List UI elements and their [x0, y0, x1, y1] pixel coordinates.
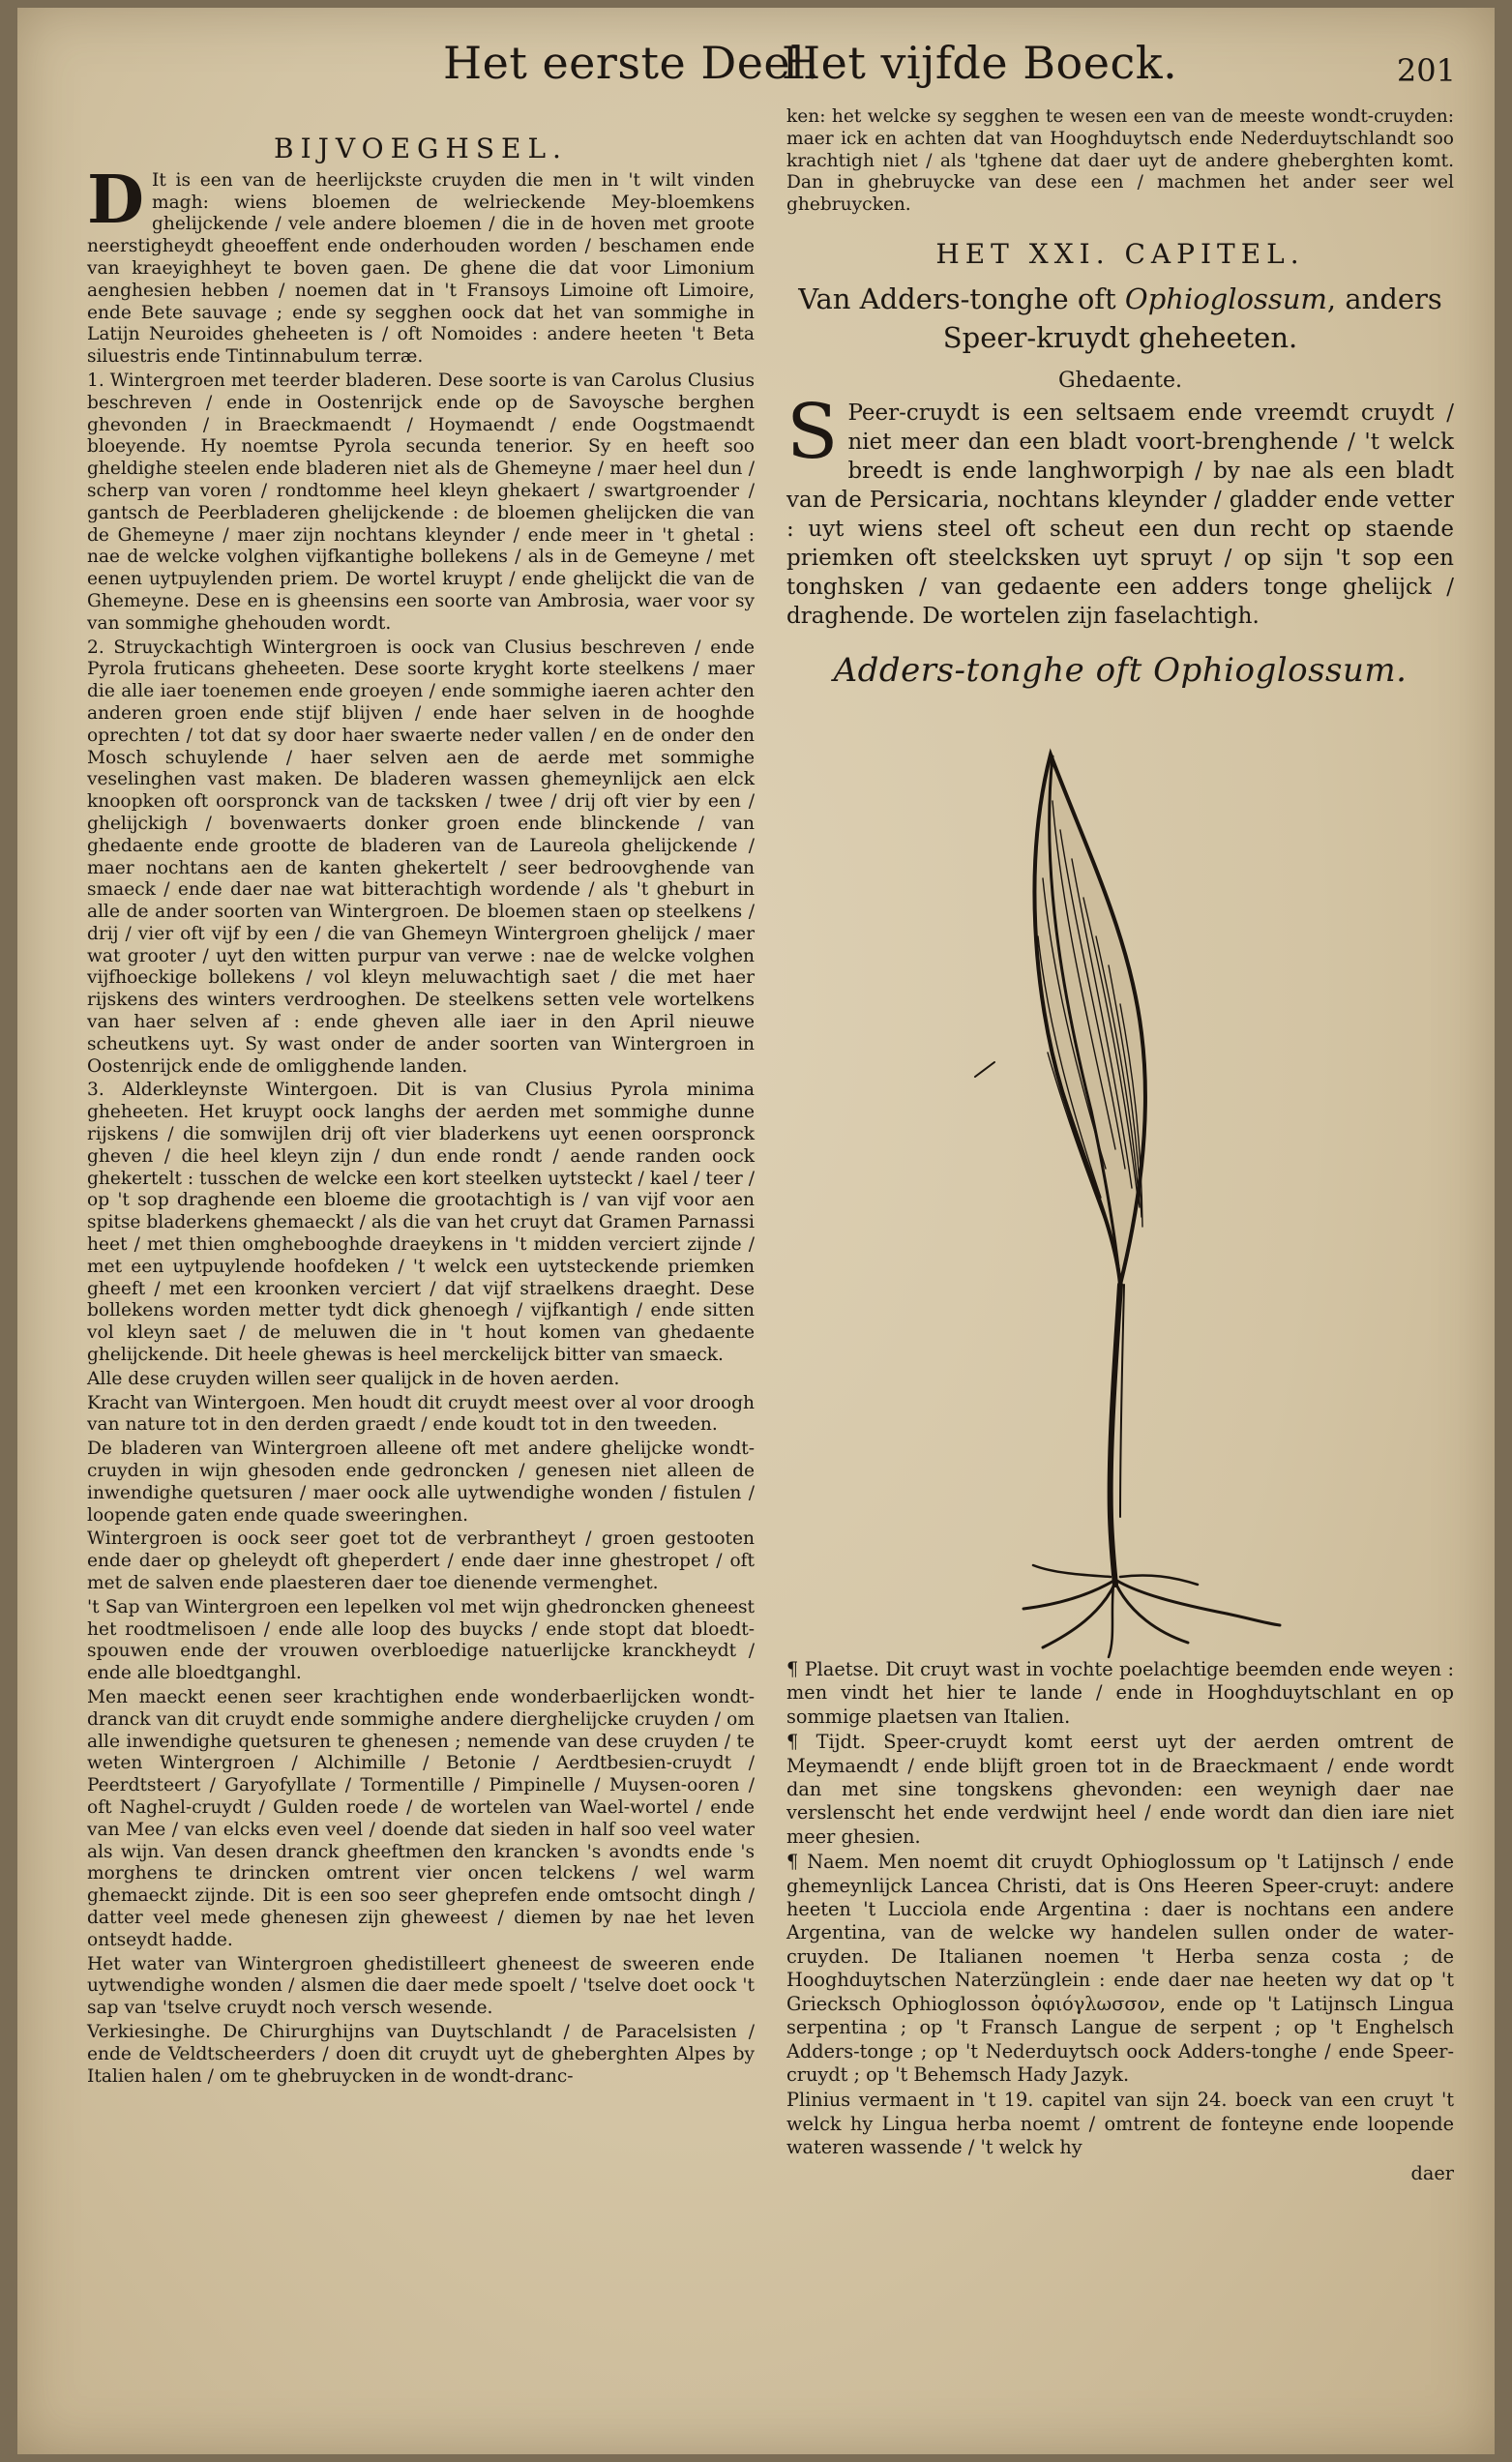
- paragraph: Men maeckt eenen seer krachtighen ende wonderbaerlijcken wondt-dranck van dit cruydt ende sommighe andere dierghelijcke cruyden / om alle inwendighe quetsuren te ghenesen ; nemende van dese cruyden / te weten Wintergroen / Alchimille / Betonie / Aerdtbesien-cruydt / Peerdtsteert / Garyofyllate / Tormentille / Pimpinelle / Muysen-ooren / oft Naghel-cruydt / Gulden roede / de wortelen van Wael-wortel / ende van Mee / van elcks even veel / doende dat sieden in half soo veel water als wijn. Van desen dranck gheeftmen den krancken 's avondts ende 's morghens te drincken omtrent vier oncen telckens / wel warm ghemaeckt zijnde. Dit is een soo seer gheprefen ende omtsocht dingh / datter veel mede ghenesen zijn gheweest / diemen by nae het leven ontseydt hadde.: [87, 1686, 755, 1950]
- continued-paragraph: ken: het welcke sy segghen te wesen een van de meeste wondt-cruyden: maer ick en achten dat van Hooghduytsch ende Nederduytschlandt soo krachtigh niet / als 'tghene dat daer uyt de andere gheberghten komt. Dan in ghebruycke van dese een / machmen het ander seer wel ghebruycken.: [786, 106, 1454, 216]
- drop-cap: S: [786, 388, 839, 476]
- paragraph: [87, 161, 755, 369]
- left-column: [87, 133, 755, 2090]
- chapter-subtitle-latin: Ophioglossum: [1124, 282, 1327, 315]
- page-number: 201: [1396, 52, 1456, 89]
- section-title: BIJVOEGHSEL.: [274, 133, 568, 164]
- paragraph: Plinius vermaent in 't 19. capitel van sijn 24. boeck van een cruyt 't welck hy Lingua herba noemt / omtrent de fonteyne ende loopende wateren wassende / 't welck hy: [786, 2089, 1454, 2159]
- catchword: daer: [1410, 2161, 1454, 2184]
- right-column-lower: [786, 1658, 1454, 2185]
- paragraph: Kracht van Wintergoen. Men houdt dit cruydt meest over al voor droogh van nature tot in den derden graedt / ende koudt tot in den tweeden.: [87, 1392, 755, 1436]
- paragraph: 3. Alderkleynste Wintergoen. Dit is van Clusius Pyrola minima gheheeten. Het kruypt oock langhs der aerden met sommighe dunne rijskens / die somwijlen drij oft vier bladerkens uyt eenen oorspronck gheven / die heel kleyn zijn / dun ende rondt / aende randen oock ghekertelt : tusschen de welcke een kort steelken uytsteckt / kael / teer / op 't sop draghende een bloeme die grootachtigh is / van vijf voor aen spitse bladerkens ghemaeckt / als die van het cruyt dat Gramen Parnassi heet / met thien omghebooghde draeykens in 't midden verciert zijnde / met een uytpuylende hoofdeken / 't welck een uytsteckende priemken gheeft / met een kroonken verciert / dat vijf straelkens draeght. Dese bollekens worden metter tydt dick ghenoegh / vijfkantigh / ende sitten vol kleyn saet / de meluwen die in 't hout komen van ghedaente ghelijckende. Dit heele ghewas is heel merckelijck bitter van smaeck.: [87, 1080, 755, 1366]
- running-head-right: Het vijfde Boeck.: [782, 37, 1178, 89]
- paragraph: ¶ Naem. Men noemt dit cruydt Ophioglossum op 't Latijnsch / ende ghemeynlijck Lancea Christi, dat is Ons Heeren Speer-cruyt: andere heeten 't Lucciola ende Argentina : daer is nochtans een andere Argentina, van de welcke wy handelen sullen onder de water-cruyden. De Italianen noemen 't Herba senza costa ; de Hooghduytschen Naterzünglein : ende daer nae heeten wy dat op 't Griecksch Ophioglosson ὀφιόγλωσσον, ende op 't Latijnsch Lingua serpentina ; op 't Fransch Langue de serpent ; op 't Enghelsch Adders-tonge ; op 't Nederduytsch oock Adders-tonghe / ende Speer-cruydt ; op 't Behemsch Hady Jazyk.: [786, 1851, 1454, 2086]
- book-page: [17, 8, 1495, 2454]
- paragraph: ¶ Tijdt. Speer-cruydt komt eerst uyt der aerden omtrent de Meymaendt / ende blijft groen tot in de Braeckmaent / ende wordt dan met sine tongskens ghevonden: een weynigh daer nae verslenscht het ende verdwijnt heel / ende wordt dan dien iare niet meer ghesien.: [786, 1731, 1454, 1848]
- paragraph: Wintergroen is oock seer goet tot de verbrantheyt / groen gestooten ende daer op gheleydt oft gheperdert / ende daer inne ghestropet / oft met de salven ende plaesteren daer toe dienende vermenghet.: [87, 1528, 755, 1593]
- chapter-title: HET XXI. CAPITEL.: [935, 237, 1305, 270]
- subsection-heading: Ghedaente.: [1057, 368, 1182, 393]
- paragraph-text: It is een van de heerlijckste cruyden die men in 't wilt vinden magh: wiens bloemen de welrieckende Mey-bloemkens ghelijckende / vele andere bloemen / die in de hoven met groote neerstigheydt gheoeffent ende onderhouden worden / beschamen ende van kraeyighheyt te boven gaen. De ghene die dat voor Limonium aenghesien hebben / noemen dat in 't Fransoys Limoine oft Limoire, ende Bete sauvage ; ende sy segghen oock dat het van sommighe in Latijn Neuroides gheheeten is / oft Nomoides : andere heeten 't Beta siluestris ende Tintinnabulum terræ.: [87, 169, 755, 368]
- figure-caption: Adders-tonghe oft Ophioglossum.: [833, 650, 1408, 690]
- paragraph: 1. Wintergroen met teerder bladeren. Dese soorte is van Carolus Clusius beschreven / ende in Oostenrijck ende op de Savoysche berghen ghevonden / in Braeckmaendt / Hoymaendt / ende Oogstmaendt bloeyende. Hy noemtse Pyrola secunda tenerior. Sy en heeft soo gheldighe steelen ende bladeren niet als de Ghemeyne / maer heel dun / scherp van voren / rondtomme heel kleyn ghekaert / swartgroender / gantsch de Peerbladeren ghelijckende : de bloemen ghelijcken die van de Ghemeyne / maer zijn nochtans kleynder / ende meer in 't ghetal : nae de welcke volghen vijfkantighe bollekens / als in de Gemeyne / met eenen uytpuylenden priem. De wortel kruypt / ende ghelijckt die van de Ghemeyne. Dese en is gheensins een soorte van Ambrosia, waer voor sy van sommighe ghehouden wordt.: [87, 370, 755, 634]
- paragraph: 2. Struyckachtigh Wintergroen is oock van Clusius beschreven / ende Pyrola fruticans gheheeten. Dese soorte kryght korte steelkens / maer die alle iaer toenemen ende groeyen / ende sommighe iaeren achter den anderen groen ende stijf blijven / ende haer selven in de hooghde oprechten / tot dat sy door haer swaerte neder vallen / en de onder den Mosch schuylende / haer selven aen de aerde met sommighe veselinghen vast maken. De bladeren wassen ghemeynlijck aen elck knoopken oft oorspronck van de tacksken / twee / drij oft vier by een / ghelijckigh / bovenwaerts donker groen ende blinckende / van ghedaente ende grootte de bladeren van de Laureola ghelijckende / maer nochtans aen de kanten ghekertelt / seer bedroovghende van smaeck / ende daer nae wat bitterachtigh wordende / als 't gheburt in alle de ander soorten van Wintergroen. De bloemen staen op steelkens / drij / vier oft vijf by een / die van Ghemeyn Wintergroen ghelijck / maer wat grooter / uyt den witten purpur van verwe : nae de welcke volghen vijfhoeckige bollekens / vol kleyn meluwachtigh saet / die met haer rijskens des winters verdrooghen. De steelkens setten vele wortelkens van haer selven af : ende gheven alle iaer in den April nieuwe scheutkens uyt. Sy wast onder de ander soorten van Wintergroen in Oostenrijck ende de omligghende landen.: [87, 637, 755, 1077]
- chapter-subtitle-part: , anders: [1326, 282, 1442, 315]
- chapter-subtitle-part: Van Adders-tonghe oft: [798, 282, 1125, 315]
- right-column: [786, 106, 1454, 690]
- chapter-subtitle-line2: Speer-kruydt gheheeten.: [942, 320, 1298, 354]
- paragraph: 't Sap van Wintergroen een lepelken vol met wijn ghedroncken gheneest het roodtmelisoen / ende alle loop des buycks / ende stopt dat bloedt-spouwen ende der vrouwen overbloedige natuerlijcke kranckheydt / ende alle bloedtganghl.: [87, 1596, 755, 1684]
- drop-cap: D: [87, 161, 144, 239]
- description-paragraph: [786, 388, 1454, 631]
- paragraph: Verkiesinghe. De Chirurghijns van Duytschlandt / de Paracelsisten / ende de Veldtscheerders / doen dit cruydt uyt de gheberghten Alpes by Italien halen / om te ghebruycken in de wondt-dranc-: [87, 2021, 755, 2087]
- paragraph: ¶ Plaetse. Dit cruyt wast in vochte poelachtige beemden ende weyen : men vindt het hier te lande / ende in Hooghduytschlant en op sommige plaetsen van Italien.: [786, 1658, 1454, 1728]
- adders-tongue-plant-woodcut-icon: [917, 743, 1343, 1662]
- paragraph: Het water van Wintergroen ghedistilleert gheneest de sweeren ende uytwendighe wonden / alsmen die daer mede spoelt / 'tselve doet oock 't sap van 'tselve cruydt noch versch wesende.: [87, 1953, 755, 2019]
- paragraph: De bladeren van Wintergroen alleene oft met andere ghelijcke wondt-cruyden in wijn ghesoden ende gedroncken / genesen niet alleen de inwendighe quetsuren / maer oock alle uytwendighe wonden / fistulen / loopende gaten ende quade sweeringhen.: [87, 1439, 755, 1526]
- paragraph: Alle dese cruyden willen seer qualijck in de hoven aerden.: [87, 1368, 620, 1389]
- running-head-left: Het eerste Deel.: [443, 37, 820, 89]
- chapter-subtitle: [786, 280, 1454, 357]
- description-text: Peer-cruydt is een seltsaem ende vreemdt cruydt / niet meer dan een bladt voort-brenghende / 't welck breedt is ende langhworpigh / by nae als een bladt van de Persicaria, nochtans kleynder / gladder ende vetter : uyt wiens steel oft scheut een dun recht op staende priemken oft steelcksken uyt spruyt / op sijn 't sop een tonghsken / van gedaente een adders tonge ghelijck / draghende. De wortelen zijn faselachtigh.: [786, 400, 1454, 629]
